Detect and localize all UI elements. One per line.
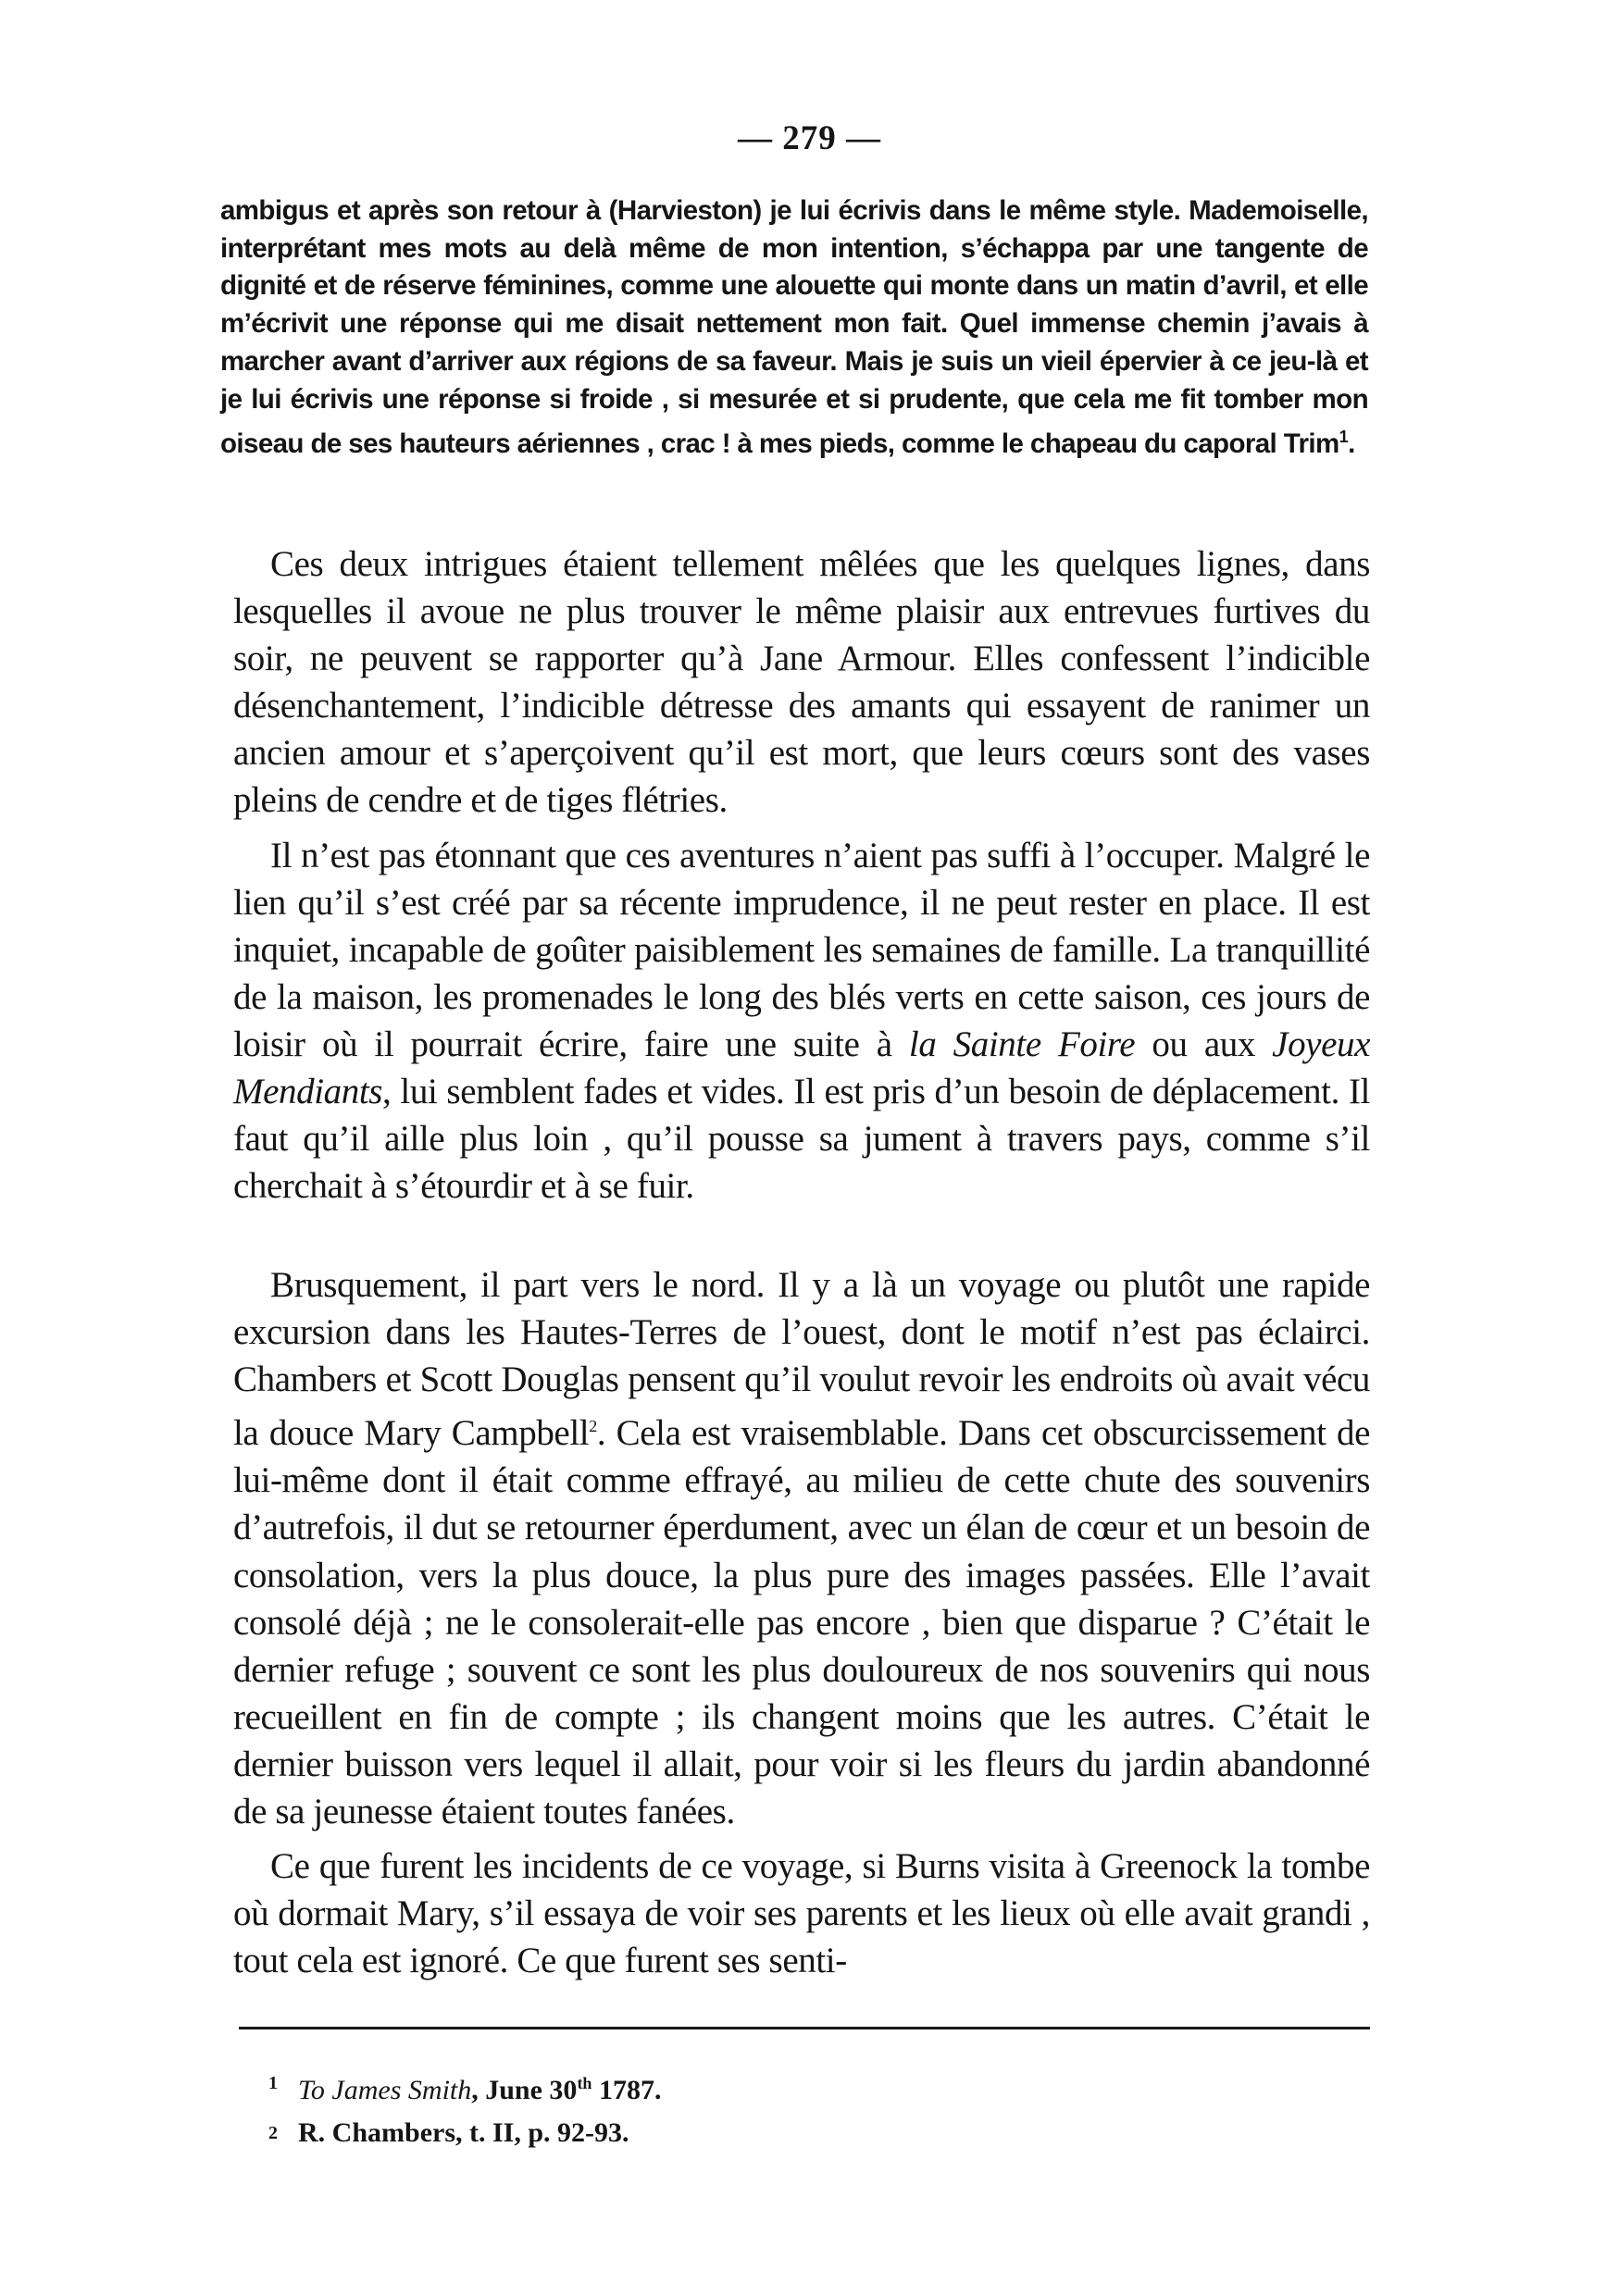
paragraph-text: . Cela est vraisemblable. Dans cet obscurcissement de lui-même dont il était comme effrayé, au milieu de cette chute des souvenirs d’autrefois, il dut se retourner éperdument, avec un élan de cœur et un besoin de consolation, vers la plus douce, la plus pure des images passées. Elle l’avait consolé déjà ; ne le consolerait-elle pas encore , bien que disparue ? C’était le dernier refuge ; souvent ce sont les plus douloureux de nos souvenirs qui nous recueillent en fin de compte ; ils changent moins que les autres. C’était le dernier buisson vers lequel il allait, pour voir si les fleurs du jardin abandonné de sa jeunesse étaient toutes fanées.	[233, 1413, 1370, 1832]
footnote-title: To James Smith	[298, 2075, 472, 2105]
footnote-mark: 2	[268, 2123, 278, 2143]
body-section-2	[233, 1261, 1370, 1984]
quote-text: ambigus et après son retour à (Harvieston) je lui écrivis dans le même style. Mademoiselle, interprétant mes mots au delà même de mon intention, s’échappa par une tangente de dignité et de réserve féminines, comme une alouette qui monte dans un matin d’avril, et elle m’écrivit une réponse qui me disait nettement mon fait. Quel immense chemin j’avais à marcher avant d’arriver aux régions de sa faveur. Mais je suis un vieil épervier à ce jeu-là et je lui écrivis une réponse si froide , si mesurée et si prudente, que cela me fit tomber mon oiseau de ses hauteurs aériennes , crac ! à mes pieds, comme le chapeau du caporal Trim	[220, 195, 1368, 460]
footnote-text: 1787.	[592, 2075, 662, 2105]
page-number: — 279 —	[738, 119, 881, 157]
paragraph-restless	[233, 832, 1370, 1210]
footnote-superscript: th	[577, 2074, 592, 2092]
footnote-ref-2[interactable]: 2	[589, 1417, 597, 1436]
footnote-text: , June 30	[471, 2075, 578, 2105]
quote-paragraph	[220, 192, 1368, 464]
footnote-text: R. Chambers, t. II, p. 92-93.	[298, 2117, 629, 2148]
body-section-1	[233, 540, 1370, 1210]
paragraph-text: Il n’est pas étonnant que ces aventures n’aient pas suffi à l’occuper. Malgré le lien qu’il s’est créé par sa récente imprudence, il ne peut rester en place. Il est inquiet, incapable de goûter paisiblement les semaines de famille. La tranquillité de la maison, les promenades le long des blés verts en cette saison, ces jours de loisir où il pourrait écrire, faire une suite à	[233, 835, 1370, 1064]
paragraph-greenock: Ce que furent les incidents de ce voyage, si Burns visita à Greenock la tombe où dormait Mary, s’il essaya de voir ses parents et les lieux où elle avait grandi , tout cela est ignoré. Ce que furent ses senti-	[233, 1846, 1370, 1981]
footnote-mark: 1	[268, 2073, 278, 2093]
footnote-1	[268, 2062, 1287, 2112]
work-title-joyeux-mendiants: Joyeux Mendiants	[233, 1024, 1371, 1112]
paragraph-text: ou aux	[1152, 1024, 1255, 1064]
paragraph-intrigues: Ces deux intrigues étaient tellement mêlées que les quelques lignes, dans lesquelles il avoue ne plus trouver le même plaisir aux entrevues furtives du soir, ne peuvent se rapporter qu’à Jane Armour. Elles confessent l’indicible désenchantement, l’indicible détresse des amants qui essayent de ranimer un ancien amour et s’aperçoivent qu’il est mort, que leurs cœurs sont des vases pleins de cendre et de tiges flétries.	[233, 544, 1370, 821]
footnote-2	[268, 2112, 1287, 2154]
quote-end: .	[1348, 428, 1355, 460]
footnote-ref-1[interactable]: 1	[1339, 428, 1349, 447]
quoted-letter-excerpt	[220, 192, 1368, 464]
footnote-divider	[239, 2027, 1370, 2029]
work-title-sainte-foire: la Sainte Foire	[908, 1024, 1136, 1064]
footnotes	[268, 2062, 1287, 2154]
paragraph-text: Brusquement, il part vers le nord. Il y a là un voyage ou plutôt une rapide excursion dans les Hautes-Terres de l’ouest, dont le motif n’est pas éclairci. Chambers et Scott Douglas pensent qu’il voulut revoir les endroits où avait vécu la douce Mary Campbell	[233, 1265, 1370, 1454]
paragraph-journey-north	[233, 1261, 1370, 1835]
paragraph-text: , lui semblent fades et vides. Il est pris d’un besoin de déplacement. Il faut qu’il aille plus loin , qu’il pousse sa jument à travers pays, comme s’il cherchait à s’étourdir et à se fuir.	[233, 1072, 1370, 1207]
